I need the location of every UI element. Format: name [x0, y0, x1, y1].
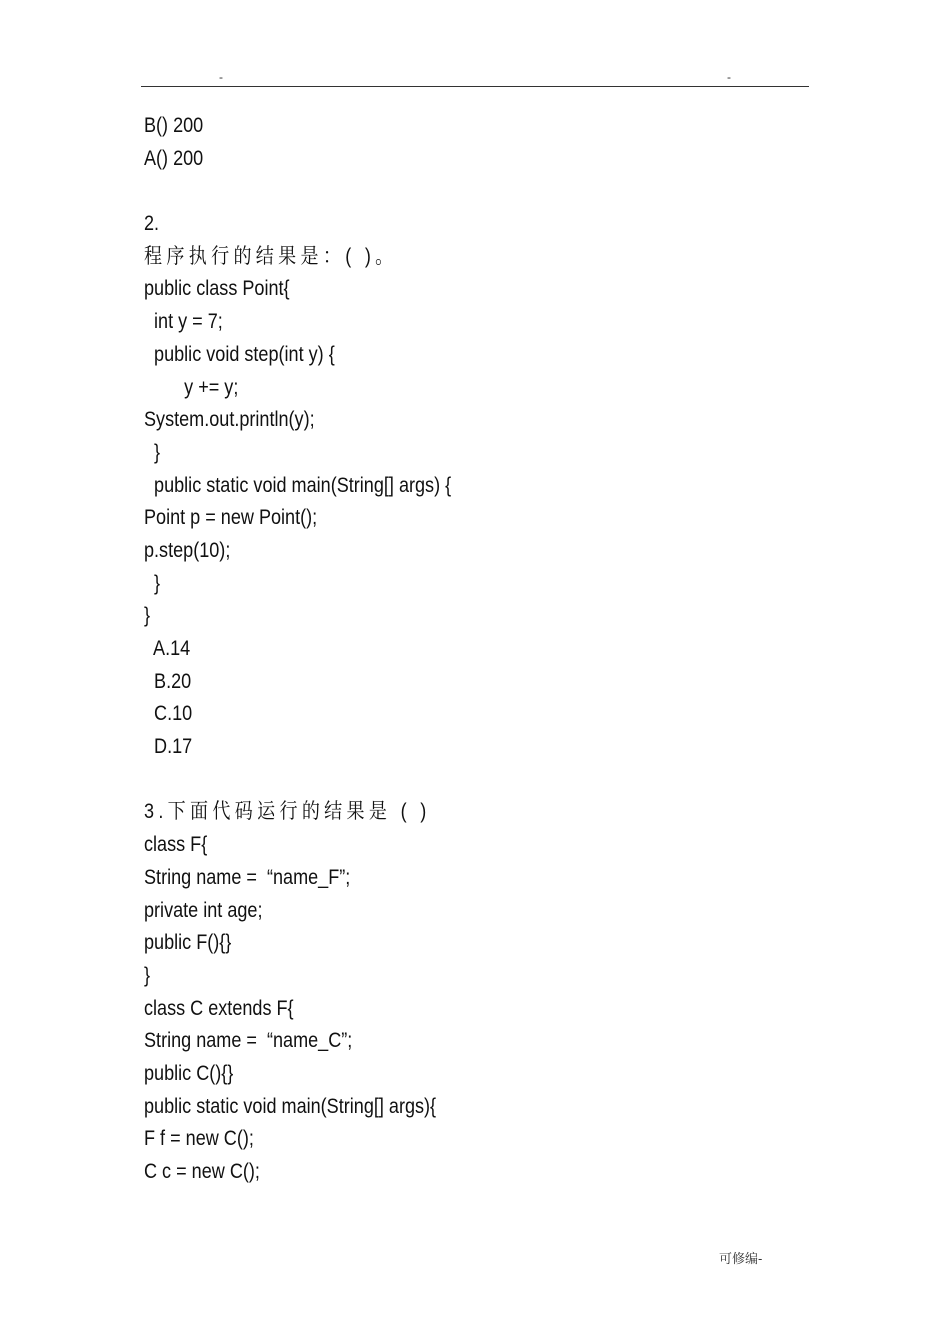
- question-prompt: 程序执行的结果是：( )。: [144, 244, 398, 268]
- code-line: class F{: [144, 833, 208, 857]
- code-line: }: [144, 440, 161, 464]
- code-line: class C extends F{: [144, 996, 294, 1020]
- code-line: public C(){}: [144, 1061, 234, 1085]
- code-line: }: [144, 571, 161, 595]
- answer-option: A.14: [144, 637, 191, 660]
- code-line: public static void main(String[] args) {: [144, 473, 452, 497]
- code-line: }: [144, 963, 151, 987]
- text-line: B() 200: [144, 114, 204, 137]
- header-right-mark: -: [727, 70, 731, 84]
- footer-text: 可修编-: [719, 1251, 763, 1266]
- document-body: [144, 110, 804, 1189]
- code-line: System.out.println(y);: [144, 408, 315, 432]
- code-line: Point p = new Point();: [144, 506, 318, 530]
- code-line: public class Point{: [144, 277, 290, 301]
- code-line: }: [144, 604, 151, 628]
- code-line: y += y;: [144, 375, 239, 399]
- code-line: String name = “name_C”;: [144, 1029, 353, 1053]
- code-line: private int age;: [144, 898, 263, 922]
- answer-option: D.17: [144, 735, 193, 759]
- question-prompt: 3.下面代码运行的结果是 ( ): [144, 800, 431, 824]
- header-left-mark: -: [219, 70, 223, 84]
- blank-line: [144, 175, 712, 208]
- code-line: F f = new C();: [144, 1127, 254, 1151]
- code-line: C c = new C();: [144, 1160, 260, 1183]
- code-line: p.step(10);: [144, 538, 231, 562]
- blank-line: [144, 764, 712, 797]
- header-rule: [141, 86, 809, 87]
- code-line: public void step(int y) {: [144, 342, 335, 366]
- answer-option: B.20: [144, 669, 192, 693]
- code-line: public static void main(String[] args){: [144, 1094, 437, 1118]
- code-line: public F(){}: [144, 931, 232, 955]
- answer-option: C.10: [144, 702, 193, 726]
- code-line: String name = “name_F”;: [144, 865, 351, 889]
- question-number: 2.: [144, 212, 160, 236]
- code-line: int y = 7;: [144, 310, 223, 334]
- text-line: A() 200: [144, 146, 204, 170]
